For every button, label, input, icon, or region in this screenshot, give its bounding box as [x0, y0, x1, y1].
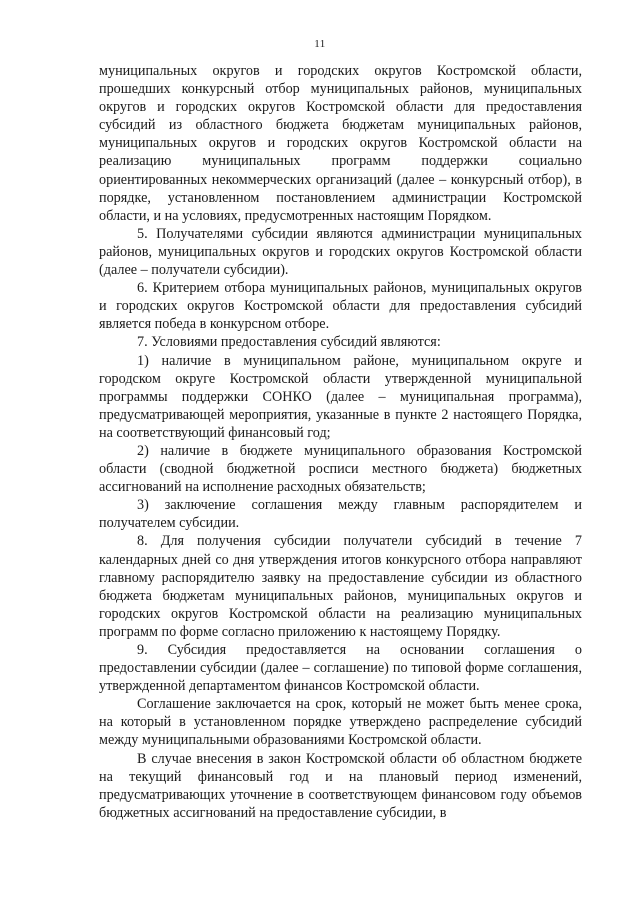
document-body — [99, 62, 582, 822]
paragraph-item-9: 9. Субсидия предоставляется на основании соглашения о предоставлении субсидии (далее – соглашение) по типовой форме соглашения, утвержденной департаментом финансов Костромской области. — [99, 642, 582, 695]
paragraph-continuation: муниципальных округов и городских округов Костромской области, прошедших конкурсный отбор муниципальных районов, муниципальных округов и городских округов Костромской области для предоставления субсидий из областного бюджета бюджетам муниципальных районов, муниципальных округов и городских округов Костромской области на реализацию муниципальных программ поддержки социально ориентированных некоммерческих организаций (далее – конкурсный отбор), в порядке, установленном постановлением администрации Костромской области, и на условиях, предусмотренных настоящим Порядком. — [99, 63, 582, 224]
paragraph-agreement-term: Соглашение заключается на срок, который не может быть менее срока, на который в установленном порядке утверждено распределение субсидий между муниципальными образованиями Костромской области. — [99, 696, 582, 749]
paragraph-item-7: 7. Условиями предоставления субсидий являются: — [137, 334, 441, 351]
paragraph-item-5: 5. Получателями субсидии являются администрации муниципальных районов, муниципальных округов и городских округов Костромской области (далее – получатели субсидии). — [99, 225, 582, 279]
paragraph-item-8: 8. Для получения субсидии получатели субсидий в течение 7 календарных дней со дня утверждения итогов конкурсного отбора направляют главному распорядителю заявку на предоставление субсидии из областного бюджета бюджетам муниципальных районов, муниципальных округов и городских округов Костромской области на реализацию муниципальных программ по форме согласно приложению к настоящему Порядку. — [99, 533, 582, 640]
page-number: 11 — [314, 38, 326, 50]
paragraph-item-6: 6. Критерием отбора муниципальных районов, муниципальных округов и городских округов Костромской области для предоставления субсидий является победа в конкурсном отборе. — [99, 280, 582, 333]
paragraph-item-7-2: 2) наличие в бюджете муниципального образования Костромской области (сводной бюджетной росписи местного бюджета) бюджетных ассигнований на исполнение расходных обязательств; — [99, 442, 582, 496]
paragraph-item-7-3: 3) заключение соглашения между главным распорядителем и получателем субсидии. — [99, 497, 582, 532]
paragraph-budget-change: В случае внесения в закон Костромской области об областном бюджете на текущий финансовый год и на плановый период изменений, предусматривающих уточнение в соответствующем финансовом году объемов бюджетных ассигнований на предоставление субсидии, в — [99, 750, 582, 821]
paragraph-item-7-1: 1) наличие в муниципальном районе, муниципальном округе и городском округе Костромской области утвержденной муниципальной программы поддержки СОНКО (далее – муниципальная программа), предусматривающей мероприятия, указанные в пункте 2 настоящего Порядка, на соответствующий финансовый год; — [99, 352, 582, 441]
